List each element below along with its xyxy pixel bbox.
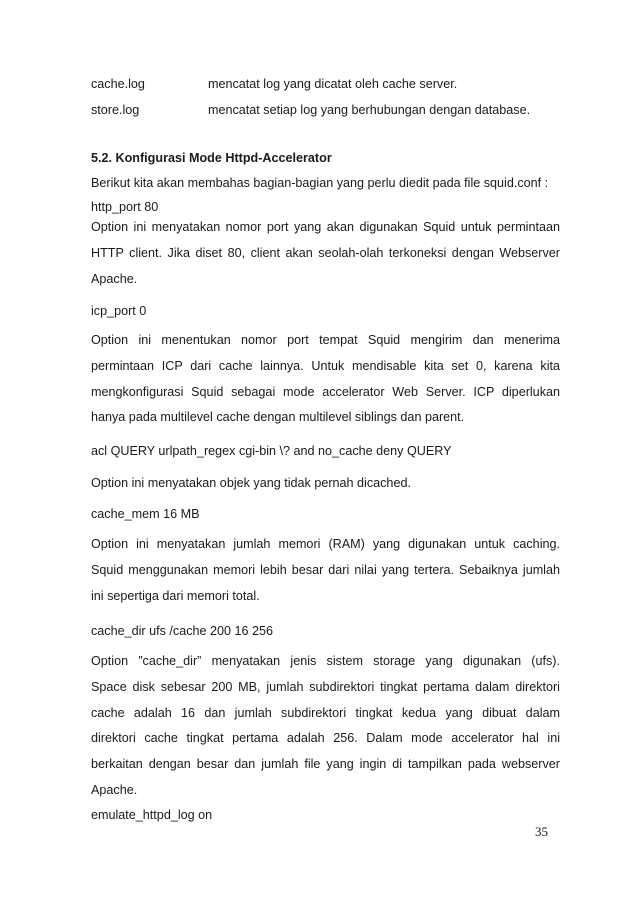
cache-mem-paragraph (91, 532, 560, 609)
paragraph-line: permintaan ICP dari cache lainnya. Untuk mendisable kita set 0, karena kita (91, 358, 560, 373)
section-intro: Berikut kita akan membahas bagian-bagian yang perlu diedit pada file squid.conf : (91, 176, 549, 190)
paragraph-line: hanya pada multilevel cache dengan multilevel siblings dan parent. (91, 410, 465, 425)
section-heading: 5.2. Konfigurasi Mode Httpd-Accelerator (91, 151, 332, 165)
paragraph-line: HTTP client. Jika diset 80, client akan seolah-olah terkoneksi dengan Webserver (91, 245, 560, 260)
paragraph-line: Apache. (91, 782, 138, 797)
directive-emulate-httpd-log: emulate_httpd_log on (91, 808, 213, 822)
paragraph-line: Option ”cache_dir” menyatakan jenis sistem storage yang digunakan (ufs). (91, 654, 560, 668)
paragraph-line: ini sepertiga dari memori total. (91, 588, 260, 603)
paragraph-line: Squid menggunakan memori lebih besar dari nilai yang tertera. Sebaiknya jumlah (91, 562, 560, 577)
acl-description: Option ini menyatakan objek yang tidak pernah dicached. (91, 476, 411, 490)
paragraph-line: Option ini menentukan nomor port tempat Squid mengirim dan menerima (91, 333, 560, 347)
paragraph-line: cache adalah 16 dan jumlah subdirektori tingkat kedua yang dibuat dalam (91, 705, 560, 720)
log-file-name: store.log (91, 103, 140, 117)
log-file-desc: mencatat setiap log yang berhubungan dengan database. (208, 103, 531, 117)
paragraph-line: Option ini menyatakan nomor port yang akan digunakan Squid untuk permintaan (91, 220, 560, 234)
paragraph-line: Option ini menyatakan jumlah memori (RAM) yang digunakan untuk caching. (91, 537, 560, 551)
paragraph-line: Space disk sebesar 200 MB, jumlah subdirektori tingkat pertama dalam direktori (91, 679, 560, 694)
directive-acl: acl QUERY urlpath_regex cgi-bin \? and no_cache deny QUERY (91, 444, 452, 458)
directive-icp-port: icp_port 0 (91, 304, 147, 318)
paragraph-line: mengkonfigurasi Squid sebagai mode accelerator Web Server. ICP diperlukan (91, 384, 560, 399)
paragraph-line: direktori cache tingkat pertama adalah 256. Dalam mode accelerator hal ini (91, 731, 560, 746)
paragraph-line: berkaitan dengan besar dan jumlah file yang ingin di tampilkan pada webserver (91, 757, 560, 772)
cache-dir-paragraph (91, 649, 560, 804)
directive-http-port: http_port 80 (91, 200, 159, 214)
directive-cache-dir: cache_dir ufs /cache 200 16 256 (91, 624, 274, 638)
log-file-name: cache.log (91, 77, 145, 91)
page-number: 35 (535, 824, 548, 839)
http-port-paragraph (91, 215, 560, 292)
icp-port-paragraph (91, 328, 560, 431)
directive-cache-mem: cache_mem 16 MB (91, 507, 200, 521)
paragraph-line: Apache. (91, 271, 138, 286)
log-file-desc: mencatat log yang dicatat oleh cache server. (208, 77, 458, 91)
